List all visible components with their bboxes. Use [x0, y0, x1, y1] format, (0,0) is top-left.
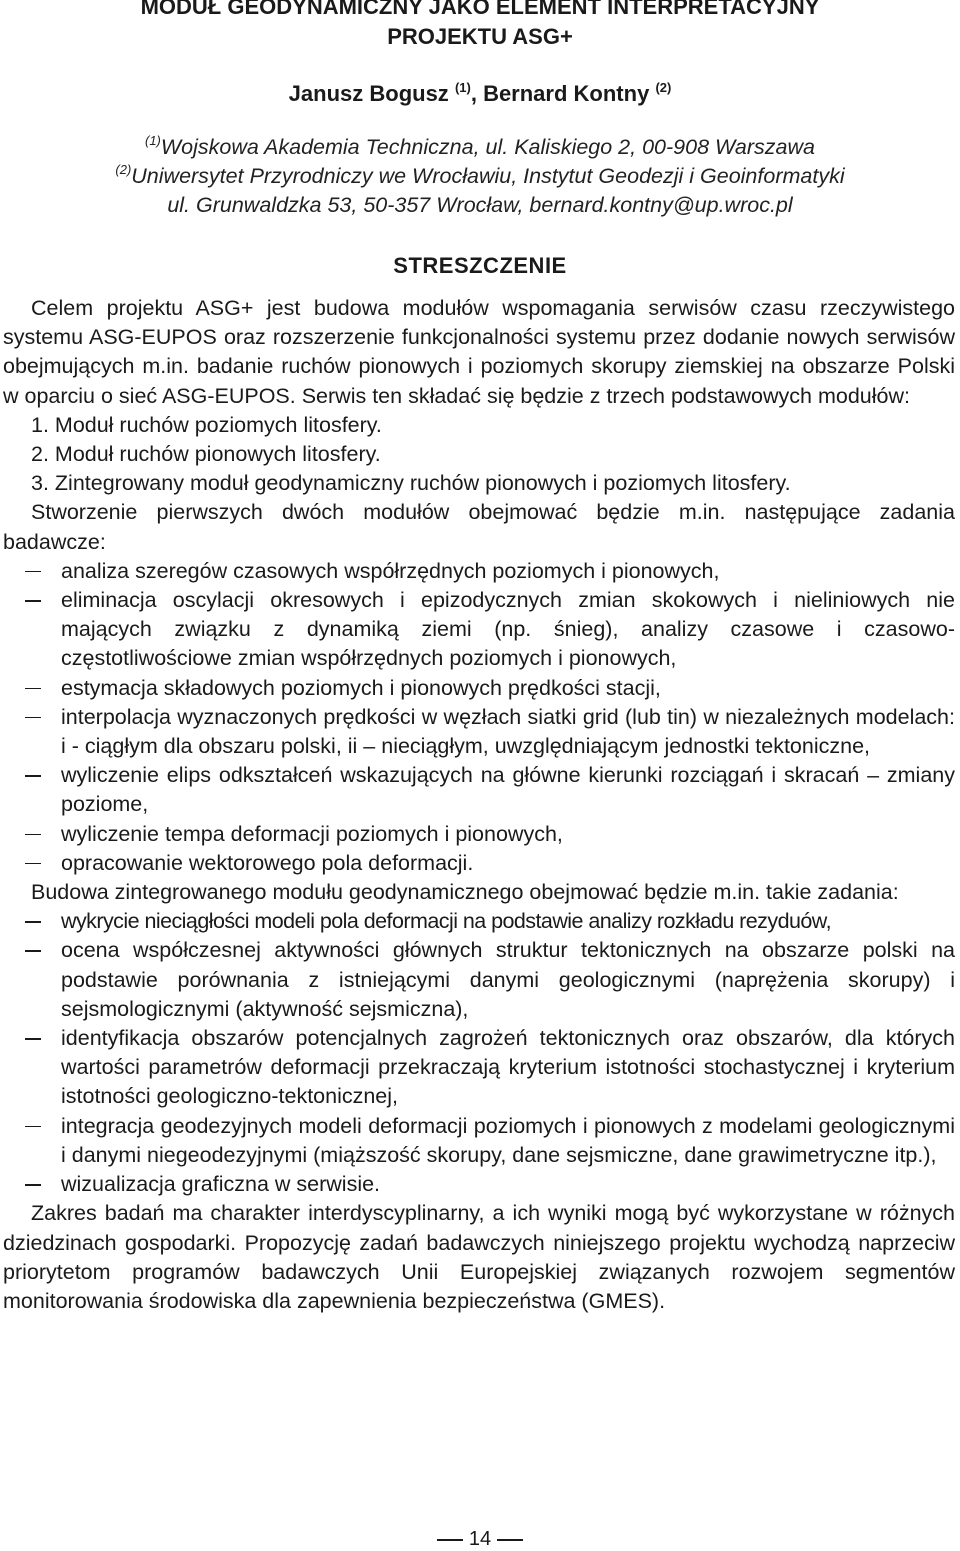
author-2: Bernard Kontny — [483, 81, 650, 106]
list-item-text: wyliczenie elips odkształceń wskazujących na główne kierunki rozciągań i skracań – zmiany poziome, — [61, 763, 955, 817]
affiliation-2 — [0, 162, 960, 191]
list-item-text: opracowanie wektorowego pola deformacji. — [61, 850, 474, 875]
list-item-text: identyfikacja obszarów potencjalnych zagrożeń tektonicznych oraz obszarów, dla których wartości parametrów deformacji przekraczają kryterium istotności stochastycznej i kryterium istotności geologiczno-tektonicznej, — [61, 1026, 955, 1109]
list-item-text: wizualizacja graficzna w serwisie. — [61, 1172, 381, 1197]
tasks-intro-paragraph: Stworzenie pierwszych dwóch modułów obejmować będzie m.in. następujące zadania badawcze: — [3, 500, 955, 554]
intro-paragraph: Celem projektu ASG+ jest budowa modułów wspomagania serwisów czasu rzeczywistego systemu ASG-EUPOS oraz rozszerzenie funkcjonalności systemu przez dodanie nowych serwisów obejmujących m.in. badanie ruchów pionowych i poziomych skorupy ziemskiej na obszarze Polski w oparciu o sieć ASG-EUPOS. Serwis ten składać się będzie z trzech podstawowych modułów: — [3, 296, 955, 408]
list-item — [3, 674, 955, 703]
list-item — [3, 936, 955, 1024]
integrated-tasks-list — [3, 907, 955, 1199]
affiliation-address: ul. Grunwaldzka 53, 50-357 Wrocław, bernard.kontny@up.wroc.pl — [167, 193, 793, 217]
footer-rule-left — [437, 1539, 463, 1541]
closing-paragraph: Zakres badań ma charakter interdyscyplinarny, a ich wyniki mogą być wykorzystane w różnych dziedzinach gospodarki. Propozycję zadań badawczych niniejszego projektu wychodzą naprzeciw priorytetom programów badawczych Unii Europejskiej związanych rozwojem segmentów monitorowania środowiska dla zapewnienia bezpieczeństwa (GMES). — [3, 1201, 955, 1313]
author-separator: , — [470, 81, 484, 106]
page-footer — [0, 1527, 960, 1551]
list-item-text: wykrycie nieciągłości modeli pola deformacji na podstawie analizy rozkładu rezyduów, — [61, 909, 832, 934]
author-1: Janusz Bogusz — [288, 81, 449, 106]
affiliation-1 — [0, 133, 960, 162]
list-item — [3, 1024, 955, 1112]
list-item — [3, 761, 955, 819]
author-2-affiliation-mark: (2) — [655, 80, 672, 95]
list-item — [3, 586, 955, 674]
module-item-1: 1. Moduł ruchów poziomych litosfery. — [31, 412, 382, 437]
list-item-text: ocena współczesnej aktywności głównych struktur tektonicznych na obszarze polski na podstawie porównania z istniejącymi danymi geologicznymi (naprężenia skorupy) i sejsmologicznymi (aktywność sejsmiczna), — [61, 938, 955, 1021]
list-item — [3, 1112, 955, 1170]
affiliation-2-mark: (2) — [115, 162, 132, 177]
list-item — [3, 820, 955, 849]
list-item-text: integracja geodezyjnych modeli deformacji poziomych i pionowych z modelami geologicznymi i danymi niegeodezyjnymi (miąższość skorupy, dane sejsmiczne, dane grawimetryczne itp.), — [61, 1113, 955, 1167]
footer-rule-right — [497, 1539, 523, 1541]
section-title: STRESZCZENIE — [393, 253, 567, 278]
list-item-text: analiza szeregów czasowych współrzędnych poziomych i pionowych, — [61, 558, 720, 583]
list-item-text: eliminacja oscylacji okresowych i epizodycznych zmian skokowych i nieliniowych nie mających związku z dynamiką ziemi (np. śnieg), analizy czasowe i czasowo-częstotliwościowe zmian współrzędnych poziomych i pionowych, — [61, 588, 955, 671]
list-item-text: wyliczenie tempa deformacji poziomych i pionowych, — [61, 821, 563, 846]
tasks-list — [3, 557, 955, 878]
integrated-intro-paragraph: Budowa zintegrowanego modułu geodynamicznego obejmować będzie m.in. takie zadania: — [31, 880, 899, 905]
list-item — [3, 849, 955, 878]
author-1-affiliation-mark: (1) — [454, 80, 471, 95]
list-item — [3, 907, 955, 936]
title-line-2: PROJEKTU ASG+ — [387, 24, 573, 49]
list-item — [3, 557, 955, 586]
module-item-3: 3. Zintegrowany moduł geodynamiczny ruchów pionowych i poziomych litosfery. — [31, 471, 791, 496]
list-item-text: interpolacja wyznaczonych prędkości w węzłach siatki grid (lub tin) w niezależnych modelach: i - ciągłym dla obszaru polski, ii – nieciągłym, uwzględniającym jednostki tektoniczne, — [61, 704, 955, 759]
list-item-text: estymacja składowych poziomych i pionowych prędkości stacji, — [61, 675, 661, 700]
title-line-1: MODUŁ GEODYNAMICZNY JAKO ELEMENT INTERPRETACYJNY — [140, 0, 820, 19]
affiliation-2-text: Uniwersytet Przyrodniczy we Wrocławiu, Instytut Geodezji i Geoinformatyki — [131, 164, 845, 188]
affiliation-1-text: Wojskowa Akademia Techniczna, ul. Kaliskiego 2, 00-908 Warszawa — [160, 135, 815, 159]
abstract-body — [3, 294, 955, 1316]
list-item — [3, 703, 955, 761]
authors-line — [0, 79, 960, 109]
list-item — [3, 1170, 955, 1199]
module-item-2: 2. Moduł ruchów pionowych litosfery. — [31, 442, 381, 467]
page-number: 14 — [468, 1528, 492, 1550]
affiliation-1-mark: (1) — [145, 133, 161, 148]
